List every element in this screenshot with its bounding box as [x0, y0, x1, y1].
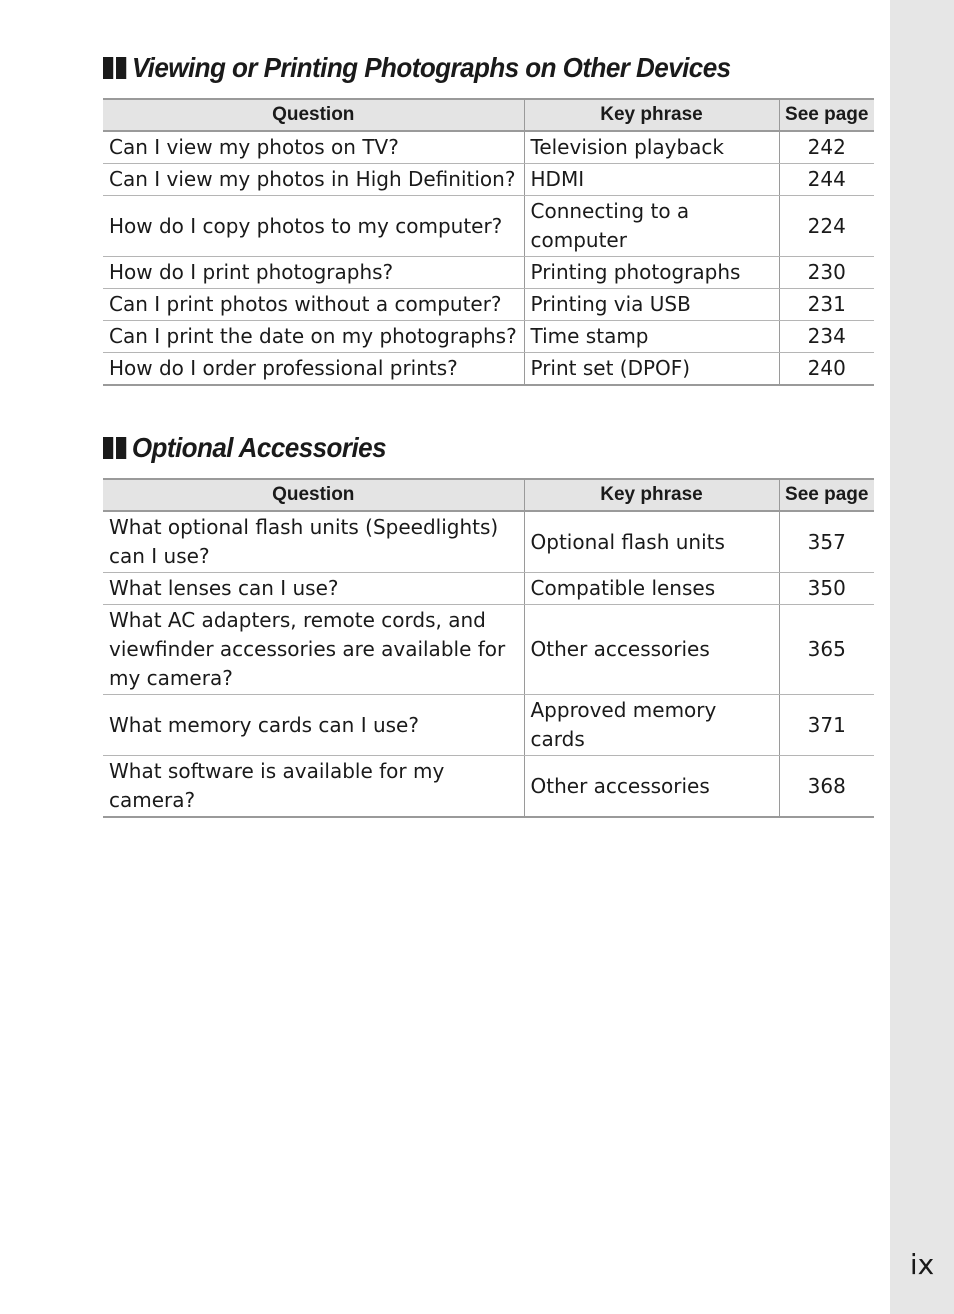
- section-title: [103, 426, 820, 470]
- section-title-text: Viewing or Printing Photographs on Other Devices: [131, 52, 731, 83]
- key-phrase-cell: Optional flash units: [524, 511, 779, 573]
- page-ref-cell: 350: [779, 573, 874, 605]
- table-row: [103, 131, 874, 164]
- question-cell: What optional flash units (Speedlights) can I use?: [103, 511, 524, 573]
- question-cell: Can I view my photos in High Definition?: [103, 164, 524, 196]
- key-phrase-cell: Other accessories: [524, 756, 779, 818]
- question-cell: How do I copy photos to my computer?: [103, 196, 524, 257]
- question-cell: How do I order professional prints?: [103, 353, 524, 386]
- section-viewing-printing: [103, 46, 874, 386]
- table-header-row: [103, 99, 874, 131]
- section-optional-accessories: [103, 426, 874, 818]
- question-cell: How do I print photographs?: [103, 257, 524, 289]
- header-see-page: See page: [779, 99, 874, 131]
- section-title-text: Optional Accessories: [131, 432, 386, 463]
- header-question: Question: [103, 99, 524, 131]
- key-phrase-cell: Television playback: [524, 131, 779, 164]
- table-header-row: [103, 479, 874, 511]
- table-row: [103, 257, 874, 289]
- page-ref-cell: 365: [779, 605, 874, 695]
- table-row: [103, 695, 874, 756]
- header-key-phrase: Key phrase: [524, 479, 779, 511]
- page-ref-cell: 371: [779, 695, 874, 756]
- header-key-phrase: Key phrase: [524, 99, 779, 131]
- page-ref-cell: 240: [779, 353, 874, 386]
- section-title: [103, 46, 820, 90]
- key-phrase-cell: HDMI: [524, 164, 779, 196]
- key-phrase-cell: Approved memory cards: [524, 695, 779, 756]
- key-phrase-cell: Print set (DPOF): [524, 353, 779, 386]
- faq-table: [103, 98, 874, 386]
- page-ref-cell: 231: [779, 289, 874, 321]
- key-phrase-cell: Compatible lenses: [524, 573, 779, 605]
- header-see-page: See page: [779, 479, 874, 511]
- page-number: ix: [909, 1248, 935, 1281]
- table-row: [103, 573, 874, 605]
- section-marker-icon: [103, 437, 126, 459]
- table-row: [103, 196, 874, 257]
- page-ref-cell: 234: [779, 321, 874, 353]
- page-ref-cell: 230: [779, 257, 874, 289]
- question-cell: What software is available for my camera?: [103, 756, 524, 818]
- question-cell: Can I view my photos on TV?: [103, 131, 524, 164]
- page-ref-cell: 224: [779, 196, 874, 257]
- key-phrase-cell: Printing photographs: [524, 257, 779, 289]
- table-row: [103, 605, 874, 695]
- question-cell: What AC adapters, remote cords, and viewfinder accessories are available for my camera?: [103, 605, 524, 695]
- question-cell: Can I print photos without a computer?: [103, 289, 524, 321]
- key-phrase-cell: Printing via USB: [524, 289, 779, 321]
- table-row: [103, 511, 874, 573]
- header-question: Question: [103, 479, 524, 511]
- table-row: [103, 321, 874, 353]
- page-ref-cell: 357: [779, 511, 874, 573]
- question-cell: Can I print the date on my photographs?: [103, 321, 524, 353]
- page-ref-cell: 244: [779, 164, 874, 196]
- section-marker-icon: [103, 57, 126, 79]
- key-phrase-cell: Connecting to a computer: [524, 196, 779, 257]
- faq-table: [103, 478, 874, 818]
- question-cell: What memory cards can I use?: [103, 695, 524, 756]
- table-row: [103, 756, 874, 818]
- side-tab-strip: [890, 0, 954, 1314]
- table-row: [103, 353, 874, 386]
- table-row: [103, 164, 874, 196]
- page-ref-cell: 368: [779, 756, 874, 818]
- page-ref-cell: 242: [779, 131, 874, 164]
- key-phrase-cell: Time stamp: [524, 321, 779, 353]
- question-cell: What lenses can I use?: [103, 573, 524, 605]
- key-phrase-cell: Other accessories: [524, 605, 779, 695]
- table-row: [103, 289, 874, 321]
